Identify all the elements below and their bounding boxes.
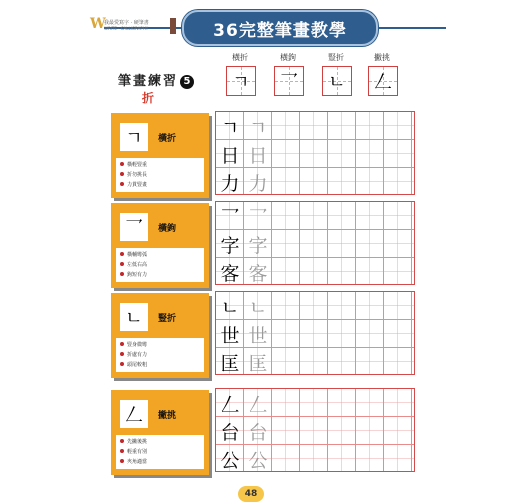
demo-box-1 [226,66,256,96]
card-stroke-name: 橫鉤 [158,224,177,234]
grid-char: 台 [220,421,240,444]
grid-trace-char: 字 [248,234,268,257]
stroke-card-4 [111,390,209,475]
practice-grid-2 [215,201,415,285]
bullet-icon [120,262,124,266]
tip-item: 夾角適當 [120,457,204,467]
practice-grid-3 [215,291,415,375]
tip-item: 橫輕豎重 [120,160,204,170]
tip-item: 頭尾較粗 [120,360,204,370]
bullet-icon [120,162,124,166]
grid-char: 匡 [220,352,240,375]
demo-label-1: 橫折 [232,53,248,62]
demo-char-3: ㄴ [328,72,346,93]
grid-trace-char: 世 [248,324,268,347]
bullet-icon [120,182,124,186]
card-stroke-char: 𠃋 [120,400,148,428]
grid-char: 世 [220,324,240,347]
grid-char: 公 [220,449,240,472]
section-subheading: 折 [142,91,155,105]
bullet-icon [120,439,124,443]
grid-char: 力 [220,172,240,195]
stroke-card-2 [111,203,209,288]
stroke-card-3 [111,293,209,378]
bullet-icon [120,352,124,356]
demo-label-4: 撇挑 [374,53,390,62]
demo-box-4 [368,66,398,96]
demo-label-3: 豎折 [328,53,344,62]
card-tips [116,248,204,282]
logo-bar [170,18,176,34]
bullet-icon [120,342,124,346]
grid-trace-char: 力 [248,172,268,195]
tip-item: 折處有力 [120,350,204,360]
bullet-icon [120,362,124,366]
tip-item: 力貫豎畫 [120,180,204,190]
bullet-icon [120,459,124,463]
grid-char: 字 [220,234,240,257]
section-number: 5 [180,75,194,89]
tip-item: 豎身微彎 [120,340,204,350]
grid-char: 𠃋 [220,393,240,416]
grid-trace-char: 日 [248,144,268,167]
section-heading [118,70,194,89]
grid-trace-char: 𠃋 [248,393,268,416]
grid-trace-char: ㄱ [248,116,268,139]
grid-trace-char: ㄴ [248,296,268,319]
tip-item: 鉤短有力 [120,270,204,280]
tip-item: 先撇後挑 [120,437,204,447]
demo-box-3 [322,66,352,96]
grid-char: 日 [220,144,240,167]
logo-line-2: WRITE · CALLIGRAPHY [104,26,149,31]
tip-item: 輕重有別 [120,447,204,457]
bullet-icon [120,272,124,276]
stroke-card-1 [111,113,209,198]
card-stroke-name: 豎折 [158,314,177,324]
grid-trace-char: 客 [248,262,268,285]
tip-item: 左低右高 [120,260,204,270]
grid-char: ㄴ [220,296,240,319]
grid-trace-char: 台 [248,421,268,444]
practice-grid-4 [215,388,415,472]
tip-item: 橫輔彎弧 [120,250,204,260]
series-logo [90,16,180,38]
page-title: 36完整筆畫教學 [182,10,378,46]
bullet-icon [120,449,124,453]
demo-char-4: 𠃋 [374,72,392,93]
bullet-icon [120,252,124,256]
demo-char-1: ㄱ [232,72,250,93]
grid-char: 客 [220,262,240,285]
tip-item: 折勿挑長 [120,170,204,180]
demo-label-2: 橫鉤 [280,53,296,62]
card-stroke-char: ㄱ [120,123,148,151]
card-tips [116,158,204,192]
grid-char: ㄱ [220,116,240,139]
grid-trace-char: 乛 [248,206,268,229]
section-heading-text: 筆畫練習 [118,74,179,89]
grid-trace-char: 匡 [248,352,268,375]
logo-letter: W [90,16,106,32]
bullet-icon [120,172,124,176]
demo-box-2 [274,66,304,96]
card-stroke-name: 橫折 [158,134,177,144]
card-stroke-char: ㄴ [120,303,148,331]
practice-grid-1 [215,111,415,195]
logo-line-1: 我最愛寫字 · 硬筆書 [104,20,149,26]
grid-char: 乛 [220,206,240,229]
card-stroke-char: 乛 [120,213,148,241]
card-tips [116,338,204,372]
demo-char-2: 乛 [280,72,298,93]
card-stroke-name: 撇挑 [158,411,177,421]
card-tips [116,435,204,469]
page-number: 48 [238,486,264,502]
grid-trace-char: 公 [248,449,268,472]
